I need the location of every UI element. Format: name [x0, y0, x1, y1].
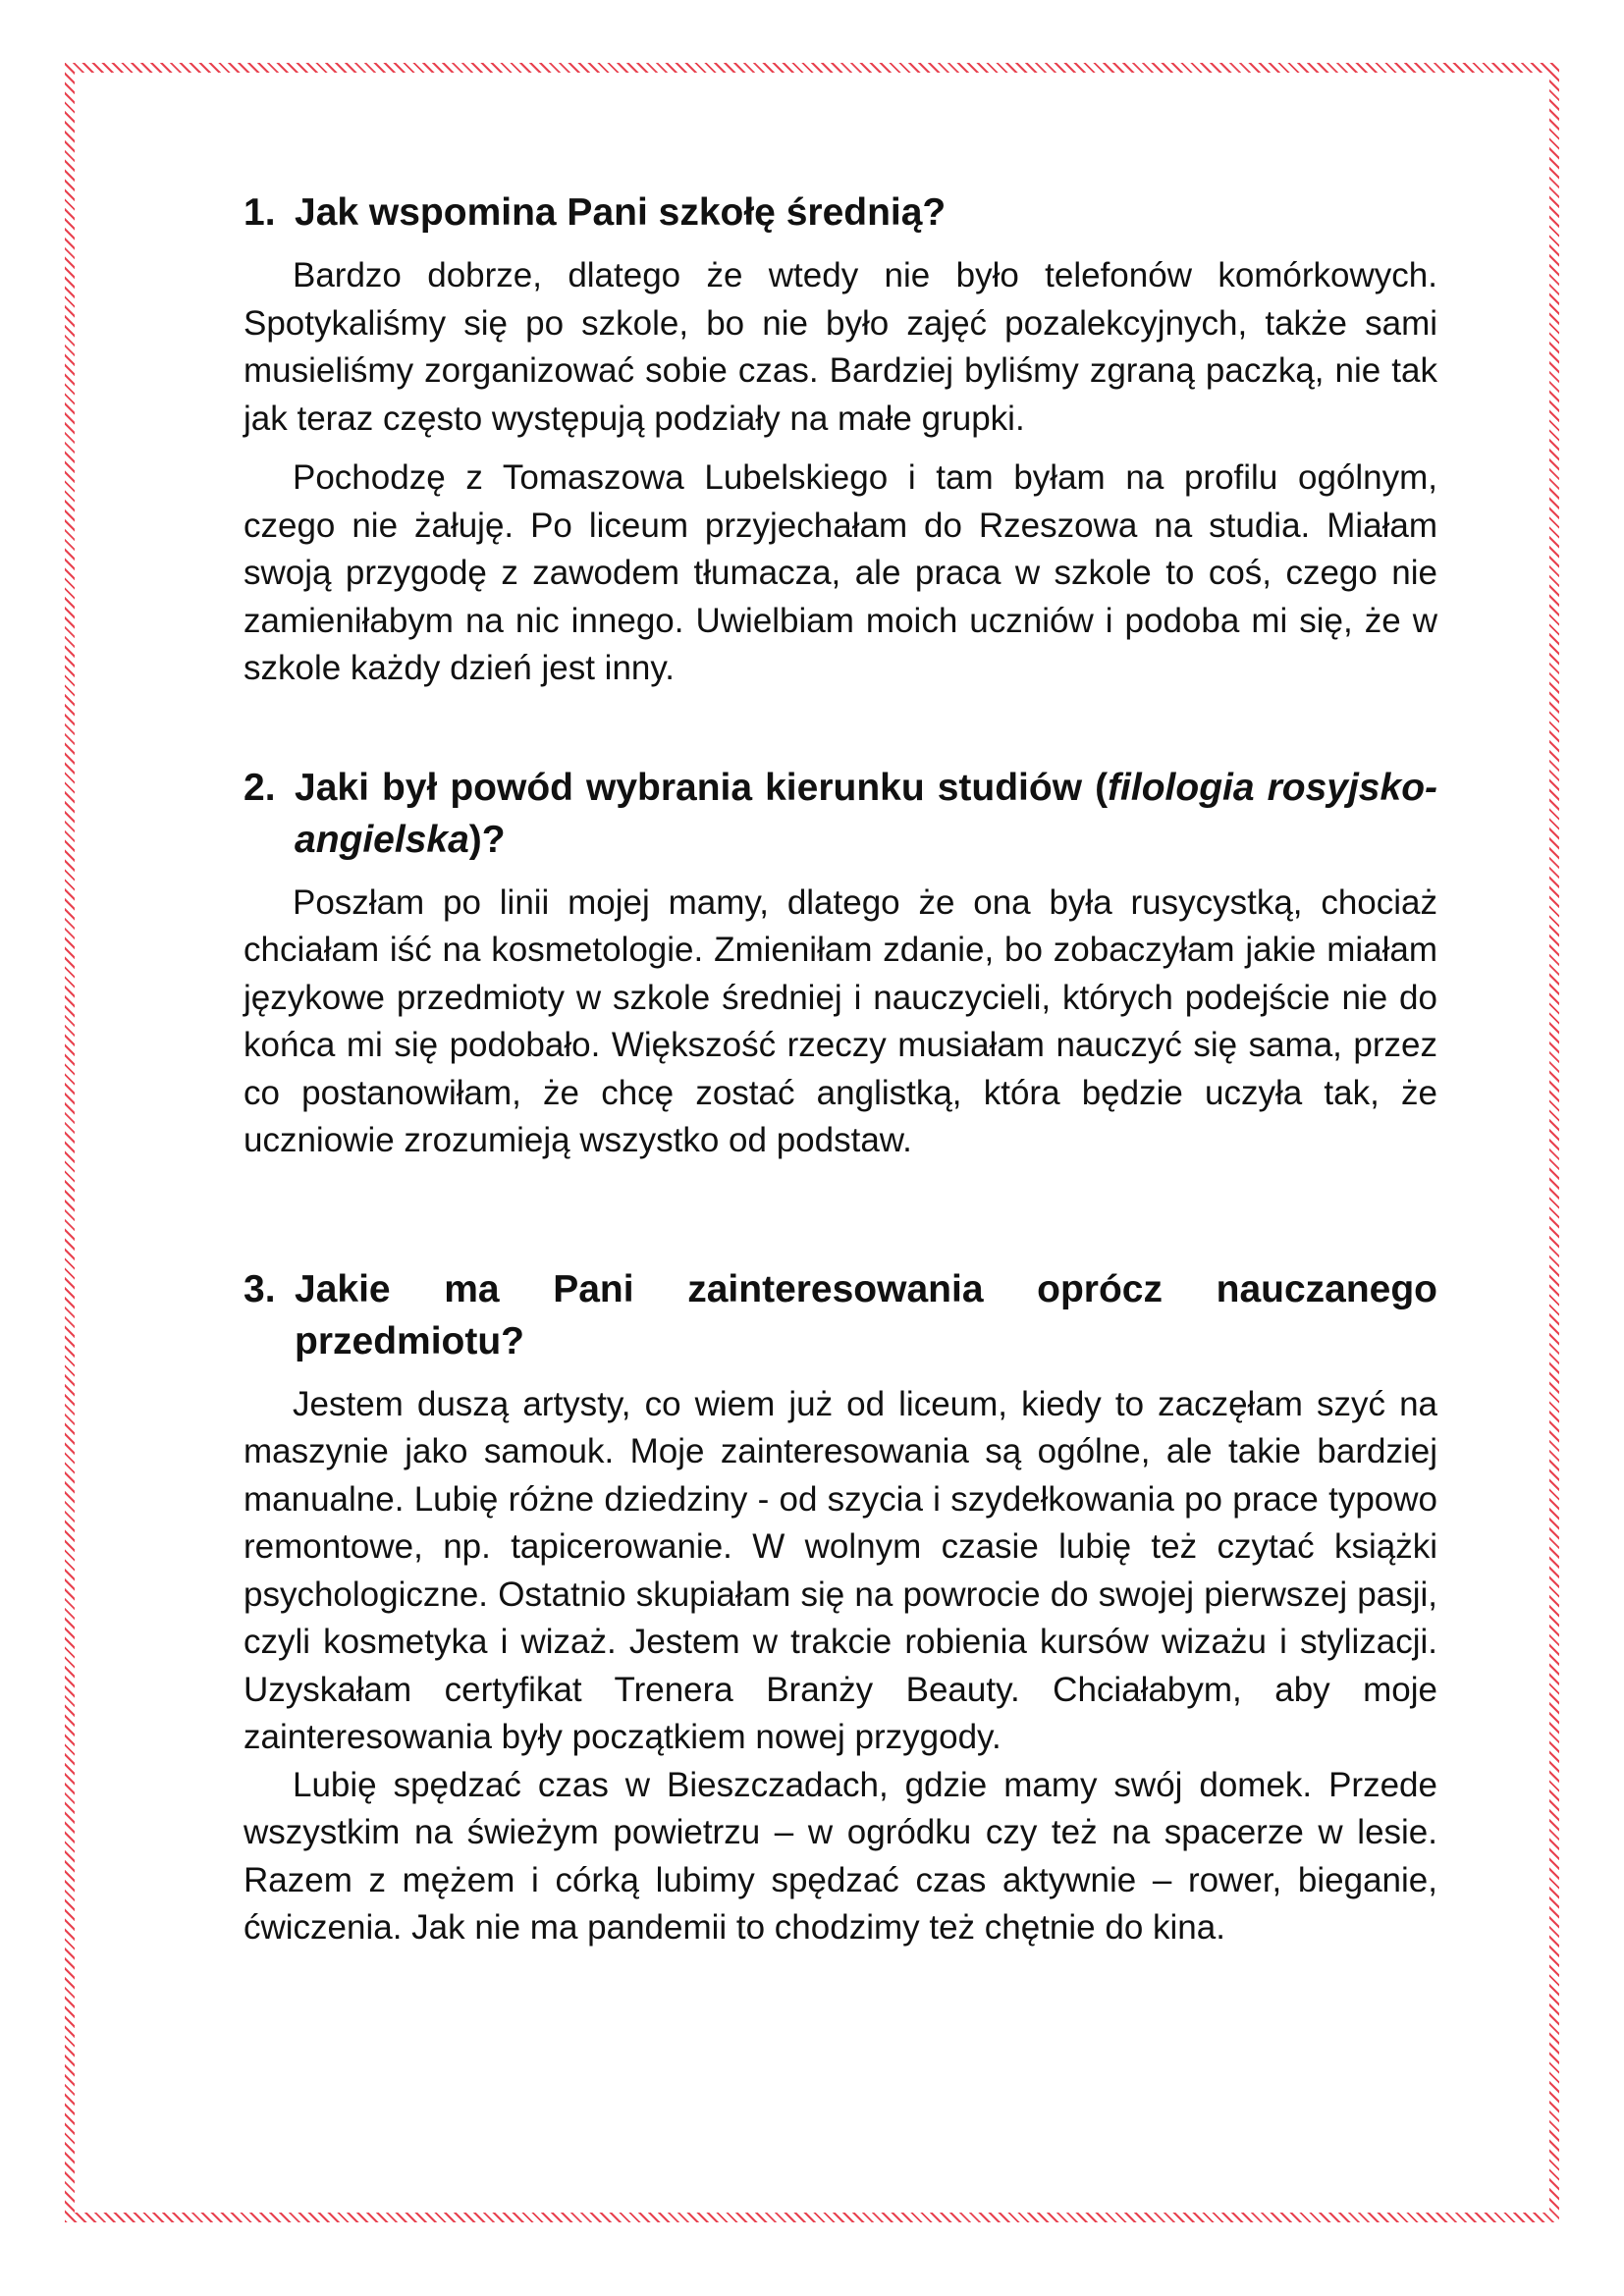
question-3-number: 3.: [244, 1267, 276, 1310]
question-2-number: 2.: [244, 766, 276, 809]
answer-3-paragraph-2: Lubię spędzać czas w Bieszczadach, gdzie mamy swój domek. Przede wszystkim na świeżym powietrzu – w ogródku czy też na spacerze w lesie. Razem z mężem i córką lubimy spędzać czas aktywnie – rower, bieganie, ćwiczenia. Jak nie ma pandemii to chodzimy też chętnie do kina.: [244, 1765, 1437, 1947]
answer-3-paragraph-1: Jestem duszą artysty, co wiem już od liceum, kiedy to zaczęłam szyć na maszynie jako samouk. Moje zainteresowania są ogólne, ale takie bardziej manualne. Lubię różne dziedziny - od szycia i szydełkowania po prace typowo remontowe, np. tapicerowanie. W wolnym czasie lubię też czytać książki psychologiczne. Ostatnio skupiałam się na powrocie do swojej pierwszej pasji, czyli kosmetyka i wizaż. Jestem w trakcie robienia kursów wizażu i stylizacji. Uzyskałam certyfikat Trenera Branży Beauty. Chciałabym, aby moje zainteresowania były początkiem nowej przygody.: [244, 1384, 1437, 1756]
question-3-heading: [244, 1263, 1437, 1367]
question-1-heading: [244, 187, 1437, 239]
question-3-text: Jakie ma Pani zainteresowania oprócz nauczanego przedmiotu?: [295, 1267, 1437, 1362]
question-2-heading: [244, 762, 1437, 866]
question-2-suffix: )?: [468, 818, 506, 861]
answer-1-paragraph-2: Pochodzę z Tomaszowa Lubelskiego i tam byłam na profilu ogólnym, czego nie żałuję. Po liceum przyjechałam do Rzeszowa na studia. Miałam swoją przygodę z zawodem tłumacza, ale praca w szkole to coś, czego nie zamieniłabym na nic innego. Uwielbiam moich uczniów i podoba mi się, że w szkole każdy dzień jest inny.: [244, 458, 1437, 687]
answer-1-paragraph-1: Bardzo dobrze, dlatego że wtedy nie było telefonów komórkowych. Spotykaliśmy się po szkole, bo nie było zajęć pozalekcyjnych, także sami musieliśmy zorganizować sobie czas. Bardziej byliśmy zgraną paczką, nie tak jak teraz często występują podziały na małe grupki.: [244, 256, 1437, 438]
question-2-prefix: Jaki był powód wybrania kierunku studiów (: [295, 766, 1109, 809]
question-2-text: [295, 762, 1437, 866]
answer-2-paragraph-1: Poszłam po linii mojej mamy, dlatego że ona była rusycystką, chociaż chciałam iść na kosmetologie. Zmieniłam zdanie, bo zobaczyłam jakie miałam językowe przedmioty w szkole średniej i nauczycieli, których podejście nie do końca mi się podobało. Większość rzeczy musiałam nauczyć się sama, przez co postanowiłam, że chcę zostać anglistką, która będzie uczyła tak, że uczniowie zrozumieją wszystko od podstaw.: [244, 882, 1437, 1159]
question-1-number: 1.: [244, 191, 276, 234]
question-2-italic: filologia rosyjsko-angielska: [295, 766, 1437, 861]
question-1-text: Jak wspomina Pani szkołę średnią?: [295, 191, 947, 234]
interview-content: [244, 187, 1437, 1952]
